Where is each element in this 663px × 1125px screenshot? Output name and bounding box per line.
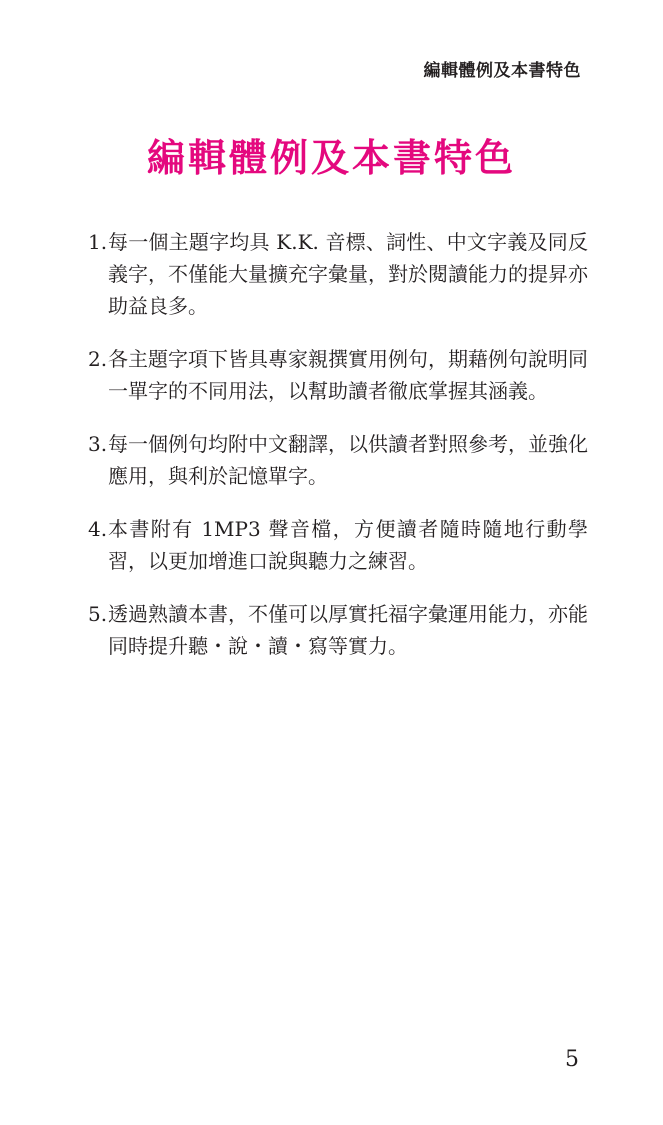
item-text: 透過熟讀本書，不僅可以厚實托福字彙運用能力，亦能同時提升聽・說・讀・寫等實力。 <box>108 602 588 658</box>
page-number: 5 <box>565 1047 579 1072</box>
list-item <box>88 226 588 322</box>
list-item <box>88 343 588 407</box>
page-title: 編輯體例及本書特色 <box>146 135 516 180</box>
list-item <box>88 428 588 492</box>
item-number: 1. <box>88 230 108 254</box>
item-number: 3. <box>88 432 108 456</box>
feature-list <box>88 226 588 683</box>
item-number: 5. <box>88 602 108 626</box>
list-item <box>88 598 588 662</box>
item-number: 4. <box>88 517 108 541</box>
running-header: 編輯體例及本書特色 <box>423 61 581 81</box>
item-text: 每一個例句均附中文翻譯，以供讀者對照參考，並強化應用，與利於記憶單字。 <box>108 432 588 488</box>
list-item <box>88 513 588 577</box>
item-text: 本書附有 1MP3 聲音檔，方便讀者隨時隨地行動學習，以更加增進口說與聽力之練習。 <box>108 517 588 573</box>
item-text: 每一個主題字均具 K.K. 音標、詞性、中文字義及同反義字，不僅能大量擴充字彙量，對於閱讀能力的提昇亦助益良多。 <box>108 230 588 318</box>
item-text: 各主題字項下皆具專家親撰實用例句，期藉例句說明同一單字的不同用法，以幫助讀者徹底掌握其涵義。 <box>108 347 588 403</box>
item-number: 2. <box>88 347 108 371</box>
